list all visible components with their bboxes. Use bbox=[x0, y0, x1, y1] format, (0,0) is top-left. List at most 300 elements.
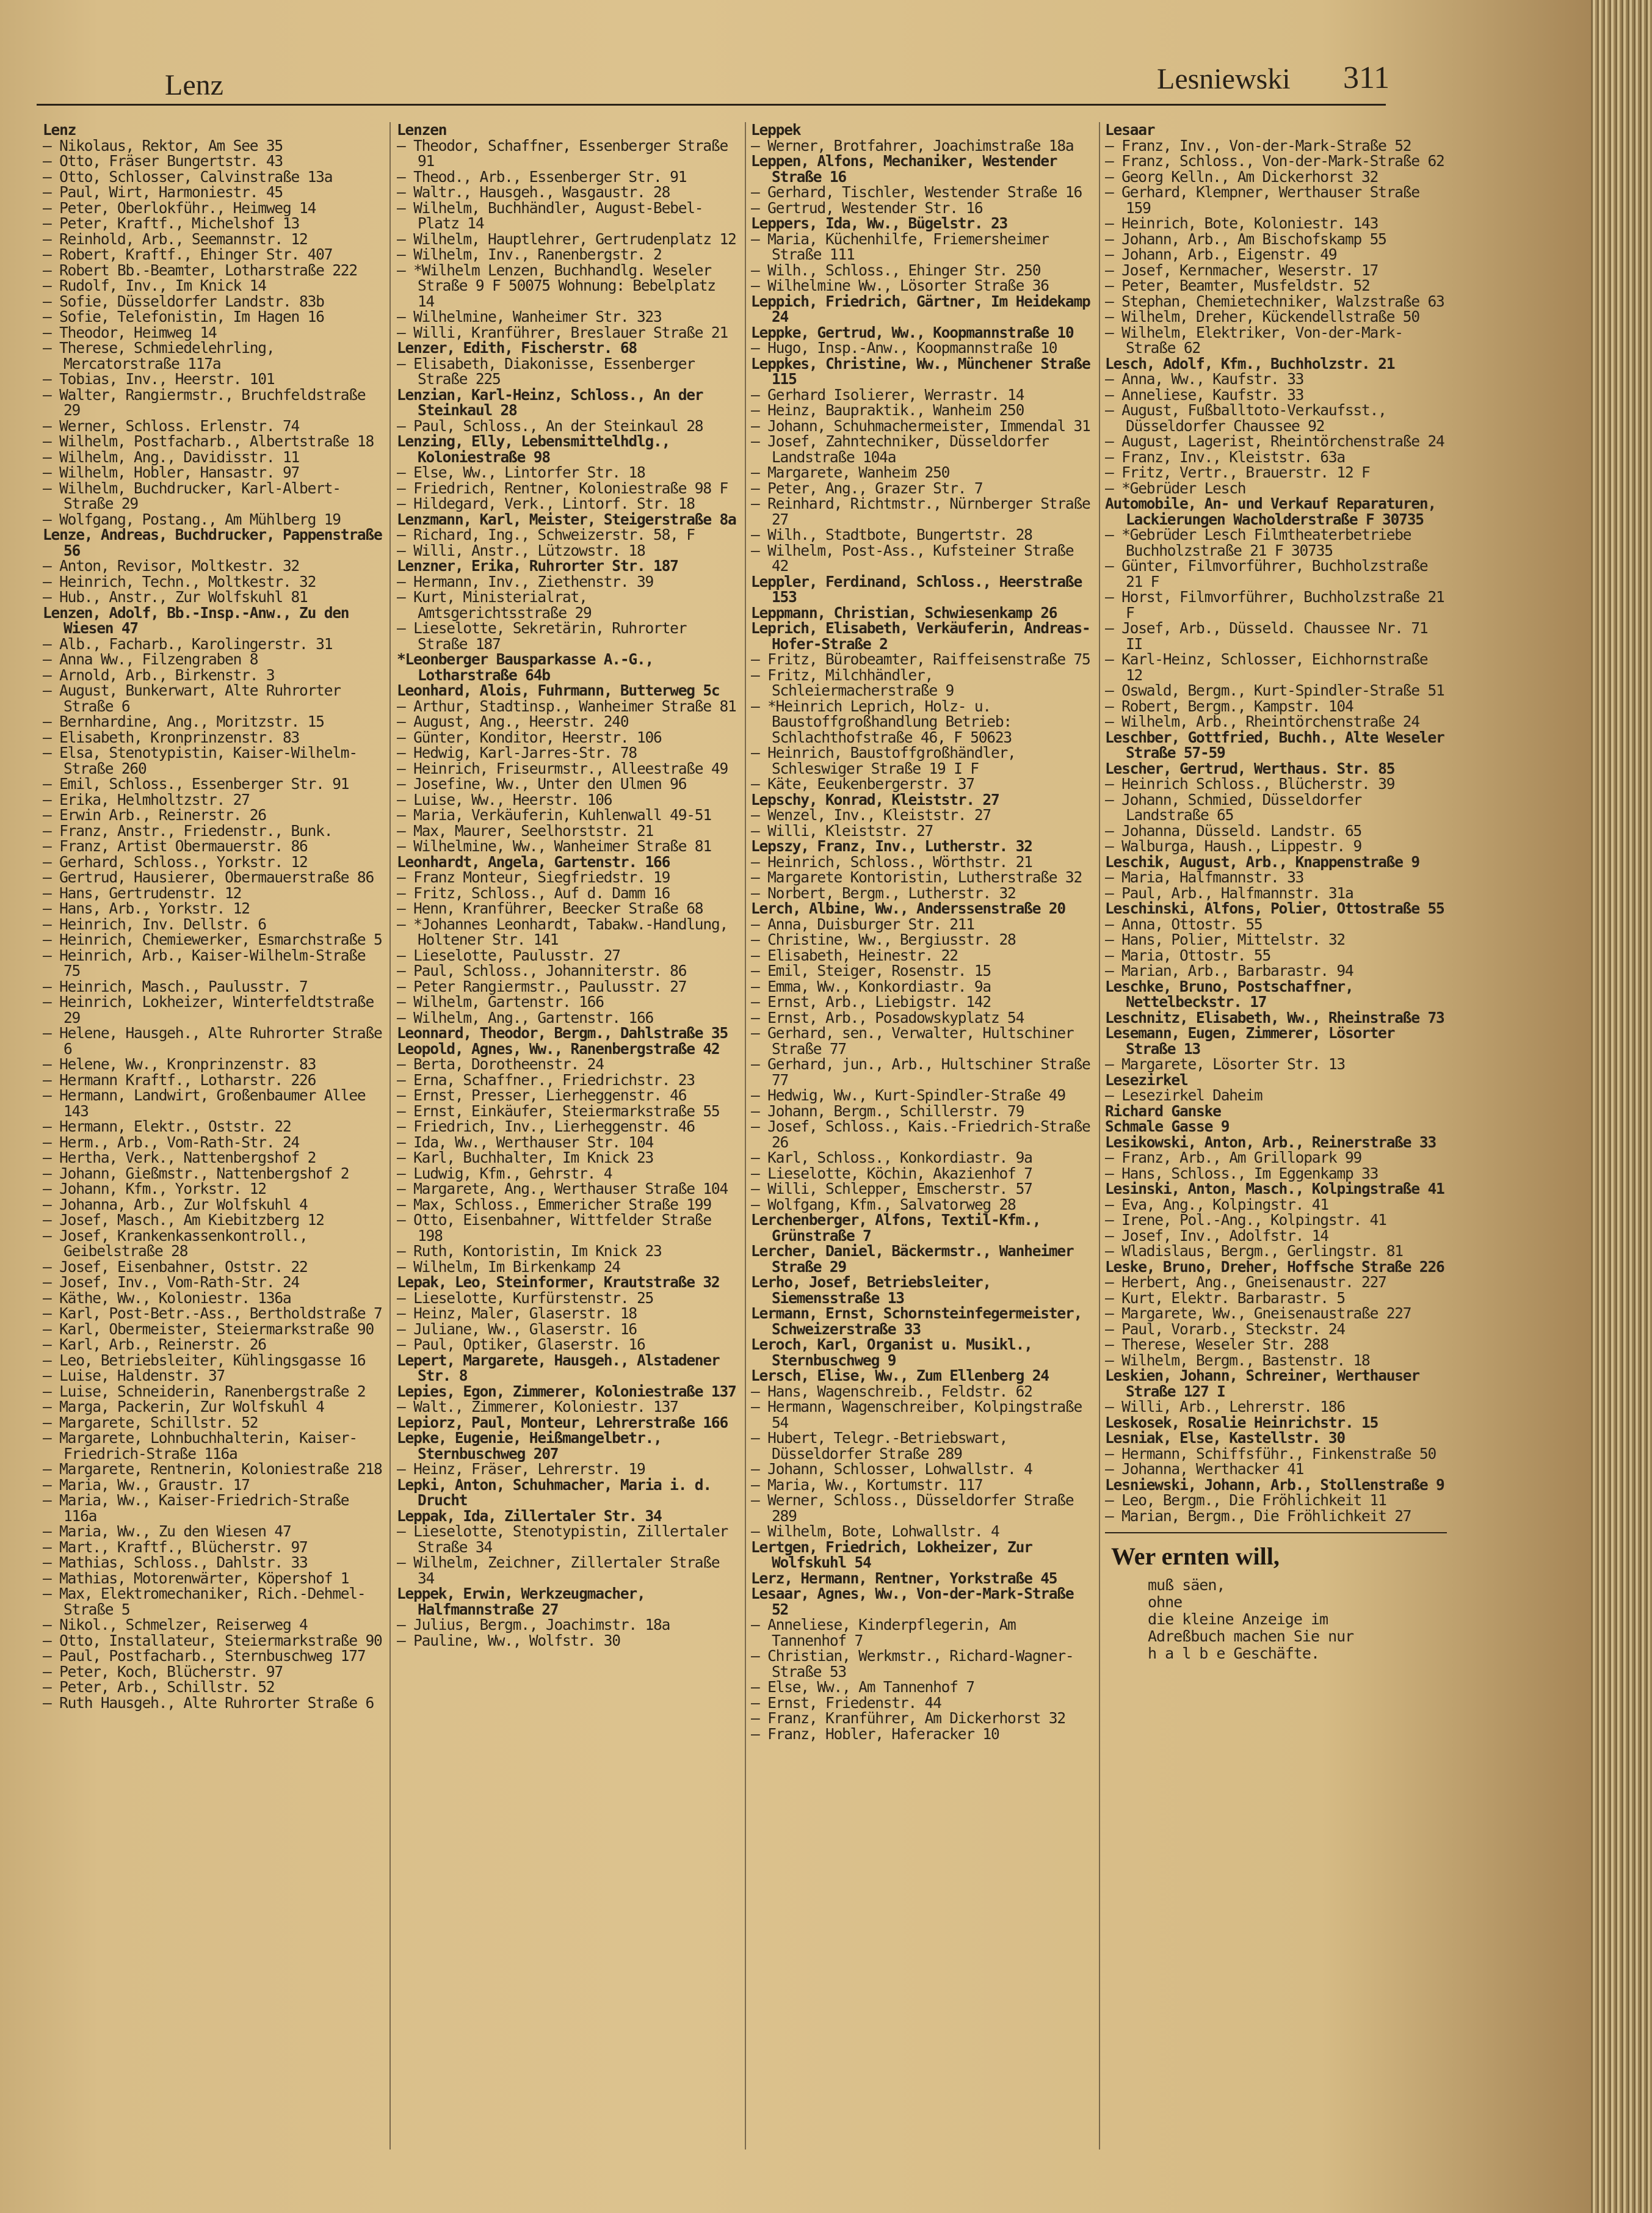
directory-entry: — Hans, Arb., Yorkstr. 12 bbox=[43, 899, 250, 917]
directory-entry: — *Johannes Leonhardt, Tabakw.-Handlung, Holtener Str. 141 bbox=[397, 915, 728, 948]
directory-entry: — Anton, Revisor, Moltkestr. 32 bbox=[43, 557, 300, 575]
directory-entry: Lepki, Anton, Schuhmacher, Maria i. d. Drucht bbox=[397, 1475, 711, 1509]
directory-entry: — Paul, Arb., Halfmannstr. 31a bbox=[1105, 884, 1353, 902]
directory-entry: — Sofie, Düsseldorfer Landstr. 83b bbox=[43, 292, 324, 310]
directory-entry: Lepszy, Franz, Inv., Lutherstr. 32 bbox=[751, 837, 1032, 855]
directory-entry: — Elisabeth, Heinestr. 22 bbox=[751, 946, 958, 964]
directory-entry: — Lieselotte, Paulusstr. 27 bbox=[397, 946, 620, 964]
directory-entry: — Emma, Ww., Konkordiastr. 9a bbox=[751, 977, 991, 995]
directory-entry: — Hermann Kraftf., Lotharstr. 226 bbox=[43, 1070, 316, 1089]
directory-entry: — Johanna, Werthacker 41 bbox=[1105, 1460, 1304, 1478]
directory-entry: — Henn, Kranführer, Beecker Straße 68 bbox=[397, 899, 703, 917]
directory-entry: — Bernhardine, Ang., Moritzstr. 15 bbox=[43, 713, 324, 730]
directory-entry: — Elisabeth, Diakonisse, Essenberger Straße 225 bbox=[397, 354, 695, 388]
directory-entry: — Franz, Artist Obermauerstr. 86 bbox=[43, 837, 308, 855]
directory-entry: — Wilhelm, Buchdrucker, Karl-Albert-Straße 29 bbox=[43, 479, 341, 512]
directory-entry: Lenz bbox=[43, 122, 76, 139]
directory-entry: — Josef, Inv., Vom-Rath-Str. 24 bbox=[43, 1273, 300, 1291]
directory-entry: — Maria, Küchenhilfe, Friemersheimer Straße 111 bbox=[751, 230, 1049, 263]
directory-entry: Lerchenberger, Alfons, Textil-Kfm., Grünstraße 7 bbox=[751, 1211, 1041, 1245]
directory-entry: — Johann, Bergm., Schillerstr. 79 bbox=[751, 1102, 1024, 1120]
header-right-keyword: Lesniewski bbox=[1157, 63, 1291, 95]
directory-entry: — Wilhelm, Gartenstr. 166 bbox=[397, 993, 604, 1011]
directory-entry: — Emil, Steiger, Rosenstr. 15 bbox=[751, 962, 991, 979]
directory-entry: — Willi, Arb., Lehrerstr. 186 bbox=[1105, 1398, 1345, 1415]
directory-entry: — Wilhelm, Dreher, Kückendellstraße 50 bbox=[1105, 308, 1419, 325]
directory-entry: Leskien, Johann, Schreiner, Werthauser Straße 127 I bbox=[1105, 1367, 1419, 1400]
directory-entry: — Peter, Kraftf., Michelshof 13 bbox=[43, 214, 300, 232]
directory-entry: Lesezirkel bbox=[1105, 1070, 1188, 1089]
directory-entry: Richard Ganske bbox=[1105, 1102, 1221, 1120]
directory-entry: — Paul, Schloss., Johanniterstr. 86 bbox=[397, 962, 687, 979]
directory-entry: — Willi, Anstr., Lützowstr. 18 bbox=[397, 541, 645, 559]
advertisement-line: ohne bbox=[1148, 1593, 1183, 1611]
directory-entry: Lercher, Daniel, Bäckermstr., Wanheimer Straße 29 bbox=[751, 1242, 1074, 1276]
directory-entry: Lepke, Eugenie, Heißmangelbetr., Sternbuschweg 207 bbox=[397, 1429, 662, 1463]
directory-entry: — Ernst, Arb., Posadowskyplatz 54 bbox=[751, 1008, 1024, 1027]
directory-entry: — Johann, Gießmstr., Nattenbergshof 2 bbox=[43, 1164, 349, 1182]
advertisement-line: Adreßbuch machen Sie nur bbox=[1148, 1627, 1354, 1645]
directory-entry: — Peter, Oberlokführ., Heimweg 14 bbox=[43, 198, 316, 217]
directory-entry: Lermann, Ernst, Schornsteinfegermeister, Schweizerstraße 33 bbox=[751, 1304, 1082, 1338]
directory-entry: Leppen, Alfons, Mechaniker, Westender Straße 16 bbox=[751, 152, 1057, 186]
directory-entry: — Willi, Schlepper, Emscherstr. 57 bbox=[751, 1180, 1032, 1197]
directory-entry: — Hugo, Insp.-Anw., Koopmannstraße 10 bbox=[751, 339, 1057, 357]
directory-entry: — Hub., Anstr., Zur Wolfskuhl 81 bbox=[43, 588, 308, 606]
directory-entry: — Willi, Kranführer, Breslauer Straße 21 bbox=[397, 323, 728, 341]
directory-entry: — Günter, Filmvorführer, Buchholzstraße 21 F bbox=[1105, 557, 1428, 590]
directory-entry: — Helene, Hausgeh., Alte Ruhrorter Straße 6 bbox=[43, 1024, 382, 1058]
directory-entry: — Johanna, Düsseld. Landstr. 65 bbox=[1105, 821, 1362, 840]
directory-entry: — Wilhelmine Ww., Lösorter Straße 36 bbox=[751, 277, 1049, 294]
directory-entry: — Franz, Kranführer, Am Dickerhorst 32 bbox=[751, 1709, 1065, 1727]
directory-entry: — Peter, Arb., Schillstr. 52 bbox=[43, 1678, 275, 1696]
directory-entry: — Heinrich, Techn., Moltkestr. 32 bbox=[43, 572, 316, 590]
directory-entry: Leppler, Ferdinand, Schloss., Heerstraße 153 bbox=[751, 572, 1082, 606]
directory-entry: Lerho, Josef, Betriebsleiter, Siemensstraße 13 bbox=[751, 1273, 991, 1307]
directory-entry: Leschke, Bruno, Postschaffner, Nettelbeckstr. 17 bbox=[1105, 977, 1353, 1011]
directory-entry: — *Gebrüder Lesch Filmtheaterbetriebe Buchholzstraße 21 F 30735 bbox=[1105, 526, 1411, 559]
directory-entry: Leschnitz, Elisabeth, Ww., Rheinstraße 73 bbox=[1105, 1008, 1444, 1027]
directory-entry: Lesinski, Anton, Masch., Kolpingstraße 41 bbox=[1105, 1180, 1444, 1197]
directory-entry: — Maria, Verkäuferin, Kuhlenwall 49-51 bbox=[397, 806, 711, 824]
directory-entry: — Wilh., Stadtbote, Bungertstr. 28 bbox=[751, 526, 1032, 543]
directory-entry: — Nikol., Schmelzer, Reiserweg 4 bbox=[43, 1616, 308, 1633]
directory-entry: — Gerhard Isolierer, Werrastr. 14 bbox=[751, 385, 1024, 404]
directory-entry: Lesaar, Agnes, Ww., Von-der-Mark-Straße 52 bbox=[751, 1585, 1074, 1618]
column-1 bbox=[43, 122, 385, 2149]
directory-entry: — Margarete, Schillstr. 52 bbox=[43, 1413, 258, 1431]
directory-entry: Lesemann, Eugen, Zimmerer, Lösorter Straße 13 bbox=[1105, 1024, 1395, 1058]
directory-entry: — Johann, Schuhmachermeister, Immendal 31 bbox=[751, 416, 1090, 435]
directory-entry: Leschik, August, Arb., Knappenstraße 9 bbox=[1105, 852, 1419, 871]
directory-entry: — Franz, Schloss., Von-der-Mark-Straße 62 bbox=[1105, 152, 1444, 170]
directory-entry: — Hedwig, Ww., Kurt-Spindler-Straße 49 bbox=[751, 1086, 1065, 1104]
directory-entry: — Gerhard, jun., Arb., Hultschiner Straße 77 bbox=[751, 1055, 1090, 1089]
directory-entry: Lenze, Andreas, Buchdrucker, Pappenstraße 56 bbox=[43, 526, 382, 559]
directory-entry: — Josefine, Ww., Unter den Ulmen 96 bbox=[397, 775, 687, 793]
directory-entry: Leschber, Gottfried, Buchh., Alte Weseler Straße 57-59 bbox=[1105, 728, 1444, 761]
directory-entry: — Anneliese, Kinderpflegerin, Am Tannenhof 7 bbox=[751, 1616, 1016, 1649]
directory-entry: — Horst, Filmvorführer, Buchholzstraße 21 F bbox=[1105, 588, 1444, 622]
directory-entry: Leppak, Ida, Zillertaler Str. 34 bbox=[397, 1506, 662, 1525]
directory-entry: — Lieselotte, Sekretärin, Ruhrorter Straße 187 bbox=[397, 619, 687, 653]
directory-entry: — Friedrich, Inv., Lierheggenstr. 46 bbox=[397, 1117, 695, 1135]
directory-entry: — Tobias, Inv., Heerstr. 101 bbox=[43, 370, 275, 388]
directory-entry: — Leo, Bergm., Die Fröhlichkeit 11 bbox=[1105, 1491, 1386, 1509]
directory-entry: — Anna, Duisburger Str. 211 bbox=[751, 915, 974, 933]
directory-entry: Lepies, Egon, Zimmerer, Koloniestraße 137 bbox=[397, 1382, 736, 1400]
directory-entry: — Lesezirkel Daheim bbox=[1105, 1086, 1263, 1104]
directory-entry: — Stephan, Chemietechniker, Walzstraße 63 bbox=[1105, 292, 1444, 310]
directory-entry: — Ruth, Kontoristin, Im Knick 23 bbox=[397, 1242, 662, 1260]
directory-entry: — Alb., Facharb., Karolingerstr. 31 bbox=[43, 634, 333, 653]
directory-entry: Leppkes, Christine, Ww., Münchener Straße 115 bbox=[751, 354, 1090, 388]
directory-entry: — Otto, Eisenbahner, Wittfelder Straße 198 bbox=[397, 1211, 711, 1245]
directory-entry: — Reinhold, Arb., Seemannstr. 12 bbox=[43, 230, 308, 248]
directory-entry: — Emil, Schloss., Essenberger Str. 91 bbox=[43, 775, 349, 793]
directory-entry: Lenzer, Edith, Fischerstr. 68 bbox=[397, 339, 637, 357]
directory-entry: — Hertha, Verk., Nattenbergshof 2 bbox=[43, 1149, 316, 1166]
column-3 bbox=[751, 122, 1093, 2149]
directory-entry: — Maria, Ww., Graustr. 17 bbox=[43, 1475, 250, 1494]
directory-entry: — Peter, Koch, Blücherstr. 97 bbox=[43, 1662, 283, 1681]
directory-entry: — Otto, Schlosser, Calvinstraße 13a bbox=[43, 167, 333, 186]
directory-entry: Leonnard, Theodor, Bergm., Dahlstraße 35 bbox=[397, 1024, 728, 1042]
directory-entry: — Marga, Packerin, Zur Wolfskuhl 4 bbox=[43, 1398, 324, 1415]
directory-entry: — Karl-Heinz, Schlosser, Eichhornstraße 12 bbox=[1105, 650, 1428, 684]
directory-entry: — Peter, Ang., Grazer Str. 7 bbox=[751, 479, 983, 497]
directory-entry: Lerch, Albine, Ww., Anderssenstraße 20 bbox=[751, 899, 1065, 917]
directory-entry: — Irene, Pol.-Ang., Kolpingstr. 41 bbox=[1105, 1211, 1386, 1229]
directory-entry: — Heinrich, Arb., Kaiser-Wilhelm-Straße 75 bbox=[43, 946, 366, 979]
directory-entry: — Max, Elektromechaniker, Rich.-Dehmel-Straße 5 bbox=[43, 1585, 366, 1618]
directory-entry: — Max, Maurer, Seelhorststr. 21 bbox=[397, 821, 654, 840]
directory-entry: — Hans, Wagenschreib., Feldstr. 62 bbox=[751, 1382, 1032, 1400]
directory-entry: — Wilhelm, Hauptlehrer, Gertrudenplatz 12 bbox=[397, 230, 736, 248]
directory-entry: — Therese, Schmiedelehrling, Mercatorstraße 117a bbox=[43, 339, 275, 372]
directory-entry: — Margarete Kontoristin, Lutherstraße 32 bbox=[751, 868, 1082, 886]
directory-entry: — Heinz, Fräser, Lehrerstr. 19 bbox=[397, 1460, 645, 1478]
directory-entry: — Franz, Inv., Von-der-Mark-Straße 52 bbox=[1105, 136, 1411, 154]
directory-entry: — Hermann, Inv., Ziethenstr. 39 bbox=[397, 572, 654, 590]
directory-entry: — Wolfgang, Postang., Am Mühlberg 19 bbox=[43, 510, 341, 528]
directory-entry: — Arthur, Stadtinsp., Wanheimer Straße 81 bbox=[397, 697, 736, 715]
directory-entry: — Mathias, Motorenwärter, Köpershof 1 bbox=[43, 1569, 349, 1587]
directory-entry: — Hermann, Wagenschreiber, Kolpingstraße 54 bbox=[751, 1398, 1082, 1431]
directory-entry: Leppich, Friedrich, Gärtner, Im Heidekamp 24 bbox=[751, 292, 1090, 325]
directory-entry: — Maria, Halfmannstr. 33 bbox=[1105, 868, 1304, 886]
directory-entry: — August, Lagerist, Rheintörchenstraße 24 bbox=[1105, 432, 1444, 450]
directory-entry: Lesniak, Else, Kastellstr. 30 bbox=[1105, 1429, 1345, 1447]
directory-entry: — Lieselotte, Stenotypistin, Zillertaler Straße 34 bbox=[397, 1522, 728, 1556]
directory-entry: — Luise, Haldenstr. 37 bbox=[43, 1367, 225, 1384]
directory-entry: — Hedwig, Karl-Jarres-Str. 78 bbox=[397, 744, 637, 761]
directory-entry: Leonhardt, Angela, Gartenstr. 166 bbox=[397, 852, 670, 871]
directory-entry: — Günter, Konditor, Heerstr. 106 bbox=[397, 728, 662, 746]
directory-entry: — Wilhelm, Bergm., Bastenstr. 18 bbox=[1105, 1351, 1370, 1369]
directory-entry: — Gerhard, Schloss., Yorkstr. 12 bbox=[43, 852, 308, 871]
directory-entry: — Walter, Rangiermstr., Bruchfeldstraße 29 bbox=[43, 385, 366, 419]
directory-entry: — Käthe, Ww., Koloniestr. 136a bbox=[43, 1288, 291, 1307]
directory-entry: — Reinhard, Richtmstr., Nürnberger Straße 27 bbox=[751, 495, 1090, 528]
directory-entry: — Otto, Installateur, Steiermarkstraße 90 bbox=[43, 1631, 382, 1649]
directory-entry: — Fritz, Milchhändler, Schleiermacherstraße 9 bbox=[751, 666, 954, 699]
directory-entry: — Margarete, Rentnerin, Koloniestraße 218 bbox=[43, 1460, 382, 1478]
directory-entry: Lesaar bbox=[1105, 122, 1155, 139]
directory-entry: — Johann, Arb., Eigenstr. 49 bbox=[1105, 245, 1337, 263]
page-number: 311 bbox=[1343, 60, 1390, 95]
directory-entry: — Julius, Bergm., Joachimstr. 18a bbox=[397, 1616, 670, 1633]
directory-entry: — Ludwig, Kfm., Gehrstr. 4 bbox=[397, 1164, 612, 1182]
directory-entry: — Anneliese, Kaufstr. 33 bbox=[1105, 385, 1304, 404]
directory-entry: — Karl, Buchhalter, Im Knick 23 bbox=[397, 1149, 654, 1166]
directory-entry: — Leo, Betriebsleiter, Kühlingsgasse 16 bbox=[43, 1351, 366, 1369]
directory-entry: — Maria, Ottostr. 55 bbox=[1105, 946, 1271, 964]
directory-entry: — Fritz, Vertr., Brauerstr. 12 F bbox=[1105, 463, 1370, 481]
directory-entry: — Paul, Postfacharb., Sternbuschweg 177 bbox=[43, 1647, 366, 1665]
directory-entry: — Josef, Eisenbahner, Oststr. 22 bbox=[43, 1257, 308, 1276]
column-divider bbox=[389, 122, 391, 2149]
directory-entry: — Robert Bb.-Beamter, Lotharstraße 222 bbox=[43, 261, 357, 279]
advertisement-box bbox=[1105, 1532, 1447, 1662]
directory-entry: — Margarete, Ww., Gneisenaustraße 227 bbox=[1105, 1304, 1411, 1322]
directory-entry: — Wilhelm, Post-Ass., Kufsteiner Straße 42 bbox=[751, 541, 1074, 575]
directory-entry: Leprich, Elisabeth, Verkäuferin, Andreas-Hofer-Straße 2 bbox=[751, 619, 1090, 653]
directory-entry: — *Heinrich Leprich, Holz- u. Baustoffgroßhandlung Betrieb: Schlachthofstraße 46, F 50623 bbox=[751, 697, 1012, 746]
directory-entry: — Franz, Anstr., Friedenstr., Bunk. bbox=[43, 821, 333, 840]
page-header bbox=[37, 55, 1390, 106]
directory-entry: — Gerhard, Klempner, Werthauser Straße 159 bbox=[1105, 183, 1419, 217]
directory-entry: — Karl, Arb., Reinerstr. 26 bbox=[43, 1335, 266, 1353]
directory-entry: — Franz, Hobler, Haferacker 10 bbox=[751, 1724, 999, 1743]
directory-entry: — Hans, Polier, Mittelstr. 32 bbox=[1105, 931, 1345, 948]
directory-entry: — Georg Kelln., Am Dickerhorst 32 bbox=[1105, 167, 1378, 186]
directory-entry: — Sofie, Telefonistin, Im Hagen 16 bbox=[43, 308, 324, 325]
directory-entry: Lescher, Gertrud, Werthaus. Str. 85 bbox=[1105, 759, 1395, 777]
directory-entry: Leppek bbox=[751, 122, 801, 139]
directory-entry: — Hermann, Landwirt, Großenbaumer Allee 143 bbox=[43, 1086, 366, 1120]
directory-entry: — Marian, Bergm., Die Fröhlichkeit 27 bbox=[1105, 1506, 1411, 1525]
directory-entry: — Peter Rangiermstr., Paulusstr. 27 bbox=[397, 977, 687, 995]
advertisement-line: die kleine Anzeige im bbox=[1148, 1610, 1328, 1628]
directory-entry: — Josef, Masch., Am Kiebitzberg 12 bbox=[43, 1211, 324, 1229]
directory-entry: — Herbert, Ang., Gneisenaustr. 227 bbox=[1105, 1273, 1386, 1291]
directory-entry: — Christian, Werkmstr., Richard-Wagner-Straße 53 bbox=[751, 1647, 1074, 1681]
book-spine-edge bbox=[1591, 0, 1652, 2213]
directory-entry: — Heinrich, Bote, Koloniestr. 143 bbox=[1105, 214, 1378, 232]
directory-entry: Lesikowski, Anton, Arb., Reinerstraße 33 bbox=[1105, 1133, 1436, 1151]
directory-entry: — Helene, Ww., Kronprinzenstr. 83 bbox=[43, 1055, 316, 1073]
directory-entry: — Josef, Schloss., Kais.-Friedrich-Straße 26 bbox=[751, 1117, 1090, 1151]
directory-entry: — Gertrud, Hausierer, Obermauerstraße 86 bbox=[43, 868, 374, 886]
directory-entry: — Oswald, Bergm., Kurt-Spindler-Straße 51 bbox=[1105, 681, 1444, 699]
directory-entry: Lenzian, Karl-Heinz, Schloss., An der Steinkaul 28 bbox=[397, 385, 703, 419]
directory-entry: — Marian, Arb., Barbarastr. 94 bbox=[1105, 962, 1353, 979]
directory-entry: — Else, Ww., Lintorfer Str. 18 bbox=[397, 463, 645, 481]
directory-entry: — Else, Ww., Am Tannenhof 7 bbox=[751, 1678, 974, 1696]
directory-entry: — *Gebrüder Lesch bbox=[1105, 479, 1246, 497]
directory-entry: — Josef, Inv., Adolfstr. 14 bbox=[1105, 1226, 1328, 1245]
header-left-keyword: Lenz bbox=[165, 69, 223, 101]
directory-entry: Lepak, Leo, Steinformer, Krautstraße 32 bbox=[397, 1273, 720, 1291]
directory-entry: — Heinz, Maler, Glaserstr. 18 bbox=[397, 1304, 637, 1322]
directory-entry: Leopold, Agnes, Ww., Ranenbergstraße 42 bbox=[397, 1039, 720, 1058]
directory-entry: — Wolfgang, Kfm., Salvatorweg 28 bbox=[751, 1195, 1016, 1213]
directory-entry: Lepiorz, Paul, Monteur, Lehrerstraße 166 bbox=[397, 1413, 728, 1431]
column-2 bbox=[397, 122, 739, 2149]
directory-entry: Lenzmann, Karl, Meister, Steigerstraße 8a bbox=[397, 510, 736, 528]
directory-entry: — Wenzel, Inv., Kleiststr. 27 bbox=[751, 806, 991, 824]
directory-entry: — Johann, Schlosser, Lohwallstr. 4 bbox=[751, 1460, 1032, 1478]
directory-entry: Lertgen, Friedrich, Lokheizer, Zur Wolfskuhl 54 bbox=[751, 1538, 1032, 1571]
directory-entry: — Werner, Schloss., Düsseldorfer Straße 289 bbox=[751, 1491, 1074, 1525]
directory-entry: — Josef, Zahntechniker, Düsseldorfer Landstraße 104a bbox=[751, 432, 1049, 466]
directory-entry: — Hans, Gertrudenstr. 12 bbox=[43, 884, 242, 902]
directory-entry: — Friedrich, Rentner, Koloniestraße 98 F bbox=[397, 479, 728, 497]
directory-entry: — Elsa, Stenotypistin, Kaiser-Wilhelm-Straße 260 bbox=[43, 744, 357, 777]
column-divider bbox=[745, 122, 746, 2149]
directory-entry: — Therese, Weseler Str. 288 bbox=[1105, 1335, 1328, 1353]
directory-entry: — Berta, Dorotheenstr. 24 bbox=[397, 1055, 604, 1073]
directory-entry: — Rudolf, Inv., Im Knick 14 bbox=[43, 277, 266, 294]
directory-entry: — Heinrich, Masch., Paulusstr. 7 bbox=[43, 977, 308, 995]
directory-entry: — Wilhelm, Hobler, Hansastr. 97 bbox=[43, 463, 300, 481]
directory-entry: — Pauline, Ww., Wolfstr. 30 bbox=[397, 1631, 620, 1649]
directory-entry: — Wilhelm, Postfacharb., Albertstraße 18 bbox=[43, 432, 374, 450]
directory-entry: — Lieselotte, Köchin, Akazienhof 7 bbox=[751, 1164, 1032, 1182]
directory-entry: — Erika, Helmholtzstr. 27 bbox=[43, 790, 250, 809]
directory-entry: — Gerhard, Tischler, Westender Straße 16 bbox=[751, 183, 1082, 201]
directory-entry: — Maria, Ww., Kortumstr. 117 bbox=[751, 1475, 983, 1494]
directory-entry: — Mathias, Schloss., Dahlstr. 33 bbox=[43, 1553, 308, 1571]
directory-entry: — Robert, Kraftf., Ehinger Str. 407 bbox=[43, 245, 333, 263]
directory-entry: — Theodor, Heimweg 14 bbox=[43, 323, 217, 341]
directory-entry: — Paul, Optiker, Glaserstr. 16 bbox=[397, 1335, 645, 1353]
directory-entry: — Josef, Krankenkassenkontroll., Geibelstraße 28 bbox=[43, 1226, 308, 1260]
directory-entry: Lepschy, Konrad, Kleiststr. 27 bbox=[751, 790, 999, 809]
directory-entry: — Josef, Arb., Düsseld. Chaussee Nr. 71 II bbox=[1105, 619, 1428, 653]
directory-entry: — Käte, Eeukenbergerstr. 37 bbox=[751, 775, 974, 793]
directory-entry: Lerz, Hermann, Rentner, Yorkstraße 45 bbox=[751, 1569, 1057, 1587]
directory-entry: — Paul, Schloss., An der Steinkaul 28 bbox=[397, 416, 703, 435]
directory-entry: — Kurt, Elektr. Barbarastr. 5 bbox=[1105, 1288, 1345, 1307]
directory-entry: Lenzen, Adolf, Bb.-Insp.-Anw., Zu den Wiesen 47 bbox=[43, 603, 349, 637]
directory-entry: — Theod., Arb., Essenberger Str. 91 bbox=[397, 167, 687, 186]
directory-entry: — Wilhelmine, Wanheimer Str. 323 bbox=[397, 308, 662, 325]
directory-entry: — Ruth Hausgeh., Alte Ruhrorter Straße 6 bbox=[43, 1693, 374, 1712]
directory-entry: — Johanna, Arb., Zur Wolfskuhl 4 bbox=[43, 1195, 308, 1213]
directory-entry: *Leonberger Bausparkasse A.-G., Lotharstraße 64b bbox=[397, 650, 654, 684]
directory-entry: — Heinrich, Chemiewerker, Esmarchstraße 5 bbox=[43, 931, 382, 948]
directory-entry: — Wilh., Schloss., Ehinger Str. 250 bbox=[751, 261, 1041, 279]
directory-entry: — Karl, Schloss., Konkordiastr. 9a bbox=[751, 1149, 1032, 1166]
directory-entry: — Peter, Beamter, Musfeldstr. 52 bbox=[1105, 277, 1370, 294]
directory-entry: — Anna, Ww., Kaufstr. 33 bbox=[1105, 370, 1304, 388]
directory-entry: — Christine, Ww., Bergiusstr. 28 bbox=[751, 931, 1016, 948]
directory-entry: — Maria, Ww., Kaiser-Friedrich-Straße 116a bbox=[43, 1491, 349, 1525]
directory-entry: — Ernst, Friedenstr. 44 bbox=[751, 1693, 941, 1712]
advertisement-line: h a l b e Geschäfte. bbox=[1148, 1644, 1320, 1662]
directory-entry: — Werner, Brotfahrer, Joachimstraße 18a bbox=[751, 136, 1074, 154]
directory-entry: — Luise, Ww., Heerstr. 106 bbox=[397, 790, 612, 809]
directory-entry: — Heinrich, Friseurmstr., Alleestraße 49 bbox=[397, 759, 728, 777]
directory-entry: — Wilhelm, Im Birkenkamp 24 bbox=[397, 1257, 620, 1276]
directory-entry: — Werner, Schloss. Erlenstr. 74 bbox=[43, 416, 300, 435]
directory-entry: Lenzing, Elly, Lebensmittelhdlg., Koloniestraße 98 bbox=[397, 432, 670, 466]
directory-entry: — Hermann, Elektr., Oststr. 22 bbox=[43, 1117, 291, 1135]
directory-entry: Lenzner, Erika, Ruhrorter Str. 187 bbox=[397, 557, 678, 575]
directory-entry: — Wilhelm, Ang., Gartenstr. 166 bbox=[397, 1008, 654, 1027]
directory-entry: Lesch, Adolf, Kfm., Buchholzstr. 21 bbox=[1105, 354, 1395, 372]
directory-entry: — Heinrich Schloss., Blücherstr. 39 bbox=[1105, 775, 1395, 793]
directory-entry: — Johann, Schmied, Düsseldorfer Landstraße 65 bbox=[1105, 790, 1362, 824]
directory-entry: — Hans, Schloss., Im Eggenkamp 33 bbox=[1105, 1164, 1378, 1182]
directory-entry: Leschinski, Alfons, Polier, Ottostraße 55 bbox=[1105, 899, 1444, 917]
directory-entry: — Wilhelm, Arb., Rheintörchenstraße 24 bbox=[1105, 713, 1419, 730]
directory-entry: Leppek, Erwin, Werkzeugmacher, Halfmannstraße 27 bbox=[397, 1585, 645, 1618]
directory-entry: — Wilhelm, Elektriker, Von-der-Mark-Straße 62 bbox=[1105, 323, 1403, 357]
directory-entry: Leonhard, Alois, Fuhrmann, Butterweg 5c bbox=[397, 681, 720, 699]
directory-entry: — Richard, Ing., Schweizerstr. 58, F bbox=[397, 526, 695, 543]
directory-entry: — Fritz, Bürobeamter, Raiffeisenstraße 75 bbox=[751, 650, 1090, 668]
directory-entry: — Ernst, Einkäufer, Steiermarkstraße 55 bbox=[397, 1102, 720, 1120]
directory-entry: — Heinz, Baupraktik., Wanheim 250 bbox=[751, 401, 1024, 419]
directory-entry: — Walburga, Haush., Lippestr. 9 bbox=[1105, 837, 1362, 855]
directory-entry: — August, Fußballtoto-Verkaufsst., Düsseldorfer Chaussee 92 bbox=[1105, 401, 1386, 435]
directory-entry: Leppers, Ida, Ww., Bügelstr. 23 bbox=[751, 214, 1008, 232]
directory-entry: — Wladislaus, Bergm., Gerlingstr. 81 bbox=[1105, 1242, 1403, 1260]
directory-entry: — Heinrich, Inv. Dellstr. 6 bbox=[43, 915, 266, 933]
directory-entry: — Johann, Kfm., Yorkstr. 12 bbox=[43, 1180, 266, 1197]
directory-entry: — Karl, Obermeister, Steiermarkstraße 90 bbox=[43, 1320, 374, 1338]
directory-entry: — Wilhelm, Ang., Davidisstr. 11 bbox=[43, 448, 300, 466]
directory-entry: — Norbert, Bergm., Lutherstr. 32 bbox=[751, 884, 1016, 902]
directory-entry: — Wilhelmine, Ww., Wanheimer Straße 81 bbox=[397, 837, 711, 855]
directory-entry: — Heinrich, Baustoffgroßhändler, Schleswiger Straße 19 I F bbox=[751, 744, 1016, 777]
directory-entry: — Hildegard, Verk., Lintorf. Str. 18 bbox=[397, 495, 695, 512]
directory-entry: — Theodor, Schaffner, Essenberger Straße 91 bbox=[397, 136, 728, 170]
directory-entry: — Waltr., Hausgeh., Wasgaustr. 28 bbox=[397, 183, 670, 201]
directory-entry: — Margarete, Lohnbuchhalterin, Kaiser-Friedrich-Straße 116a bbox=[43, 1429, 357, 1463]
directory-entry: — Mart., Kraftf., Blücherstr. 97 bbox=[43, 1538, 308, 1556]
directory-entry: — Ernst, Presser, Lierheggenstr. 46 bbox=[397, 1086, 687, 1104]
directory-entry: Leskosek, Rosalie Heinrichstr. 15 bbox=[1105, 1413, 1378, 1431]
directory-entry: — Karl, Post-Betr.-Ass., Bertholdstraße 7 bbox=[43, 1304, 382, 1322]
directory-entry: — Eva, Ang., Kolpingstr. 41 bbox=[1105, 1195, 1328, 1213]
directory-entry: — August, Ang., Heerstr. 240 bbox=[397, 713, 629, 730]
directory-entry: — Margarete, Wanheim 250 bbox=[751, 463, 950, 481]
directory-entry: — Paul, Wirt, Harmoniestr. 45 bbox=[43, 183, 283, 201]
directory-entry: — Anna Ww., Filzengraben 8 bbox=[43, 650, 258, 668]
directory-entry: — Willi, Kleiststr. 27 bbox=[751, 821, 933, 840]
directory-entry: — Herm., Arb., Vom-Rath-Str. 24 bbox=[43, 1133, 300, 1151]
directory-entry: — Hubert, Telegr.-Betriebswart, Düsseldorfer Straße 289 bbox=[751, 1429, 1008, 1463]
directory-entry: — Margarete, Ang., Werthauser Straße 104 bbox=[397, 1180, 728, 1197]
directory-entry: — Luise, Schneiderin, Ranenbergstraße 2 bbox=[43, 1382, 366, 1400]
directory-entry: — Ida, Ww., Werthauser Str. 104 bbox=[397, 1133, 654, 1151]
directory-entry: — Gerhard, sen., Verwalter, Hultschiner Straße 77 bbox=[751, 1024, 1074, 1058]
directory-entry: — Margarete, Lösorter Str. 13 bbox=[1105, 1055, 1345, 1073]
directory-columns bbox=[43, 122, 1444, 2162]
directory-entry: — Wilhelm, Zeichner, Zillertaler Straße 34 bbox=[397, 1553, 720, 1587]
directory-entry: — Max, Schloss., Emmericher Straße 199 bbox=[397, 1195, 711, 1213]
directory-entry: Leroch, Karl, Organist u. Musikl., Sternbuschweg 9 bbox=[751, 1335, 1032, 1369]
directory-entry: Lesniewski, Johann, Arb., Stollenstraße 9 bbox=[1105, 1475, 1444, 1494]
directory-entry: Schmale Gasse 9 bbox=[1105, 1117, 1230, 1135]
directory-entry: Leske, Bruno, Dreher, Hoffsche Straße 226 bbox=[1105, 1257, 1444, 1276]
directory-entry: — Lieselotte, Kurfürstenstr. 25 bbox=[397, 1288, 654, 1307]
